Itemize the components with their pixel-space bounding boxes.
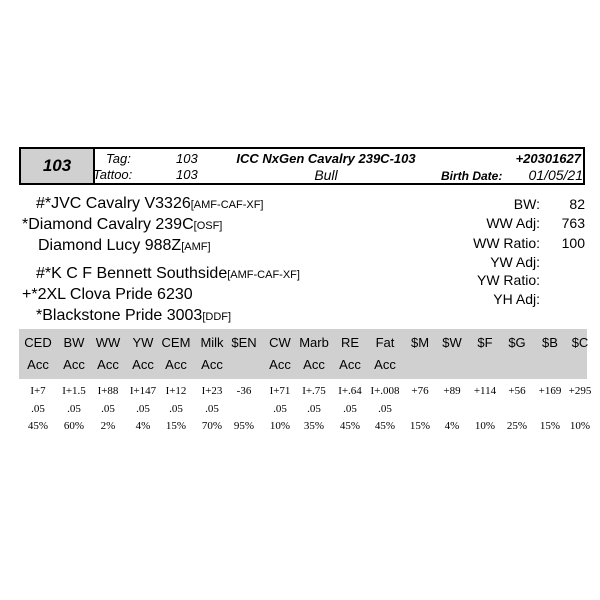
stat-ww-adj-label: WW Adj: [486,215,540,231]
tattoo-label: Tattoo: [93,167,133,182]
epd-value-5: I+23 [201,385,223,397]
epd-accuracy-0: .05 [31,403,45,415]
epd-header-0: CED [24,335,52,350]
epd-percentile-6: 95% [233,420,255,432]
epd-percentile-11: 15% [409,420,431,432]
epd-accuracy-8: .05 [307,403,321,415]
epd-header-12: $W [442,335,462,350]
epd-accuracy-3: .05 [136,403,150,415]
epd-subheader-7: Acc [269,357,291,372]
epd-accuracy-10: .05 [378,403,392,415]
epd-percentile-13: 10% [474,420,496,432]
stat-bw-value: 82 [569,196,585,212]
epd-header-2: WW [95,335,121,350]
epd-value-16: +295 [568,385,592,397]
epd-percentile-5: 70% [201,420,223,432]
pedigree-dam-dam: *Blackstone Pride 3003[DDF] [36,307,232,324]
epd-subheader-1: Acc [63,357,85,372]
epd-header-13: $F [477,335,493,350]
epd-percentile-9: 45% [339,420,361,432]
epd-value-14: +56 [508,385,526,397]
epd-header-8: Marb [299,335,329,350]
epd-percentile-10: 45% [374,420,396,432]
epd-value-4: I+12 [165,385,187,397]
epd-header-4: CEM [161,335,191,350]
epd-value-0: I+7 [30,385,46,397]
epd-percentile-15: 15% [539,420,561,432]
epd-accuracy-5: .05 [205,403,219,415]
epd-value-7: I+71 [269,385,291,397]
epd-percentile-1: 60% [63,420,85,432]
epd-value-8: I+.75 [302,385,326,397]
epd-percentile-4: 15% [165,420,187,432]
epd-percentile-0: 45% [27,420,49,432]
stat-ww-ratio-value: 100 [561,235,585,251]
tag-value: 103 [176,151,198,166]
epd-accuracy-1: .05 [67,403,81,415]
epd-value-6: -36 [236,385,252,397]
epd-header-9: RE [340,335,360,350]
stat-yw-ratio-label: YW Ratio: [476,272,540,288]
epd-value-3: I+147 [129,385,157,397]
epd-accuracy-7: .05 [273,403,287,415]
epd-value-1: I+1.5 [62,385,86,397]
stat-yh-adj-label: YH Adj: [493,291,540,307]
stat-ww-adj-value: 763 [561,215,585,231]
pedigree-sire: *Diamond Cavalry 239C[OSF] [22,216,223,233]
epd-percentile-3: 4% [135,420,151,432]
pedigree-dam-sire: #*K C F Bennett Southside[AMF-CAF-XF] [36,265,300,282]
stat-bw-label: BW: [513,196,540,212]
epd-value-10: I+.008 [370,385,400,397]
epd-value-15: +169 [538,385,562,397]
tattoo-value: 103 [176,167,198,182]
epd-header-1: BW [63,335,85,350]
pedigree-dam: +*2XL Clova Pride 6230 [22,286,193,303]
epd-header-5: Milk [200,335,224,350]
birth-date: 01/05/21 [528,167,583,183]
epd-value-13: +114 [473,385,497,397]
lot-number: 103 [21,149,95,183]
epd-percentile-8: 35% [303,420,325,432]
epd-accuracy-4: .05 [169,403,183,415]
pedigree-sire-sire: #*JVC Cavalry V3326[AMF-CAF-XF] [36,195,264,212]
epd-subheader-0: Acc [27,357,49,372]
epd-subheader-10: Acc [374,357,396,372]
epd-header-3: YW [132,335,154,350]
epd-subheader-5: Acc [201,357,223,372]
pedigree-sire-dam: Diamond Lucy 988Z[AMF] [38,237,211,254]
epd-header-7: CW [269,335,291,350]
epd-percentile-14: 25% [506,420,528,432]
epd-value-12: +89 [443,385,461,397]
epd-subheader-8: Acc [303,357,325,372]
epd-accuracy-2: .05 [101,403,115,415]
animal-name: ICC NxGen Cavalry 239C-103 [236,151,416,166]
epd-header-15: $B [542,335,558,350]
registration-number: +20301627 [515,151,581,166]
epd-header-10: Fat [375,335,395,350]
epd-value-11: +76 [411,385,429,397]
epd-subheader-3: Acc [132,357,154,372]
epd-subheader-4: Acc [165,357,187,372]
tag-label: Tag: [106,151,131,166]
epd-header-16: $C [571,335,589,350]
epd-value-9: I+.64 [338,385,362,397]
epd-header-6: $EN [231,335,257,350]
epd-accuracy-9: .05 [343,403,357,415]
epd-percentile-7: 10% [269,420,291,432]
epd-percentile-16: 10% [569,420,591,432]
epd-percentile-2: 2% [100,420,116,432]
epd-subheader-9: Acc [339,357,361,372]
epd-percentile-12: 4% [444,420,460,432]
stat-yw-adj-label: YW Adj: [490,254,540,270]
epd-subheader-2: Acc [97,357,119,372]
epd-header-11: $M [410,335,430,350]
animal-header [19,147,585,185]
epd-header-14: $G [508,335,526,350]
epd-value-2: I+88 [97,385,119,397]
birth-date-label: Birth Date: [441,169,503,183]
animal-sex: Bull [314,167,338,183]
stat-ww-ratio-label: WW Ratio: [473,235,540,251]
